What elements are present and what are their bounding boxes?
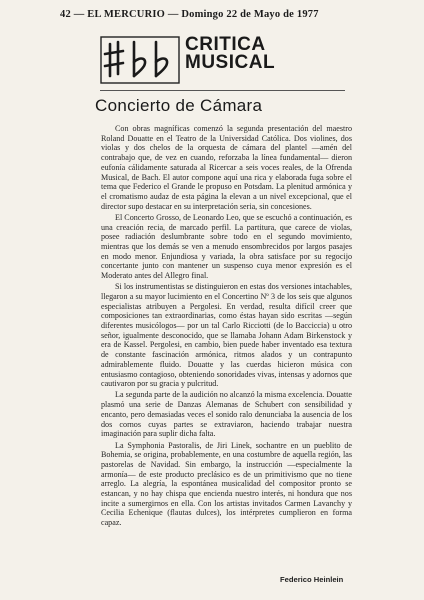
article-body <box>101 124 352 529</box>
article-paragraph: La Symphonia Pastoralis, de Jiri Linek, sochantre en un pueblito de Bohemia, se origina, probablemente, en una costumbre de aquella región, las pastorelas de Navidad. Sin embargo, la instrucción —especialmente la armonía— de este producto preclásico es de un primitivismo que no tiene arreglo. La alegría, la espontánea musicalidad del compositor pronto se estancan, y no hay chispa que encienda nuestro interés, ni hondura que nos incite a sumergirnos en ella. Con los artistas invitados Carmen Lavanchy y Cecilia Echenique (flautas dulces), los intérpretes cumplieron en forma capaz. <box>101 440 352 528</box>
music-symbols-logo <box>100 36 180 84</box>
header-rule <box>100 90 345 91</box>
article-paragraph: El Concerto Grosso, de Leonardo Leo, que se escuchó a continuación, es una creación recia, de marcado perfil. La partitura, que carece de violas, posee radiación deslumbrante sobre todo en el segundo movimiento, mientras que los demás se ven a menudo ensombrecidos por largos pasajes en modo menor. Enjundiosa y variada, la obra satisface por su regocijo concertante junto con mantener un suspenso cuya menor expresión es el Moderato antes del Allegro final. <box>101 212 352 281</box>
section-title <box>185 36 275 72</box>
article-paragraph: La segunda parte de la audición no alcanzó la misma excelencia. Douatte plasmó una serie de Danzas Alemanas de Schubert con sensibilidad y encanto, pero demasiadas veces el sonido ralo denunciaba la ausencia de los dos cornos cuyas partes se extraviaron, haciendo trabajar nuestra imaginación para suplir dicha falta. <box>101 390 352 439</box>
section-header <box>100 36 345 86</box>
section-title-line1: CRITICA <box>185 34 266 55</box>
article-paragraph: Si los instrumentistas se distinguieron en estas dos versiones intachables, llegaron a su mayor lucimiento en el Concertino Nº 3 de los seis que algunos especialistas atribuyen a Pergolesi. En verdad, resulta difícil creer que composiciones tan extraordinarias, como éstas hayan sido escritas —según diferentes musicólogos— por un tal Carlo Ricciotti (de lo Bacciccia) u otro señor, igualmente desconocido, que se llamaba Johann Adam Birkenstock y era de Kassel. Pergolesi, en cambio, bien puede haber inventado esa textura de constante fascinación armónica, ritmos alados y un contrapunto admirablemente fluido. Douatte y las cuerdas hicieron música con entusiasmo contagioso, obteniendo sonoridades vivas, intensas y adornos que cautivaron por su gracia y pulcritud. <box>101 282 352 389</box>
author-signature: Federico Heinlein <box>280 575 344 584</box>
section-title-line2: MUSICAL <box>185 52 276 73</box>
article-headline: Concierto de Cámara <box>95 96 263 115</box>
running-head: 42 — EL MERCURIO — Domingo 22 de Mayo de 1977 <box>60 9 319 20</box>
article-paragraph: Con obras magníficas comenzó la segunda presentación del maestro Roland Douatte en el Teatro de la Universidad Católica. Dos violines, dos violas y dos chelos de la orquesta de cámara del plantel —amén del contrabajo que, de vez en cuando, reforzaba la línea fundamental— dieron eufonía cálidamente saturada al Ricercar a seis voces reales, de la Ofrenda Musical, de Bach. El autor compone aquí una rica y elaborada fuga sobre el tema que Federico el Grande le propuso en Potsdam. La plenitud armónica y el cromatismo audaz de esta página la elevan a un nivel excepcional, que el director supo destacar en su interpretación seria, sin concesiones. <box>101 124 352 211</box>
